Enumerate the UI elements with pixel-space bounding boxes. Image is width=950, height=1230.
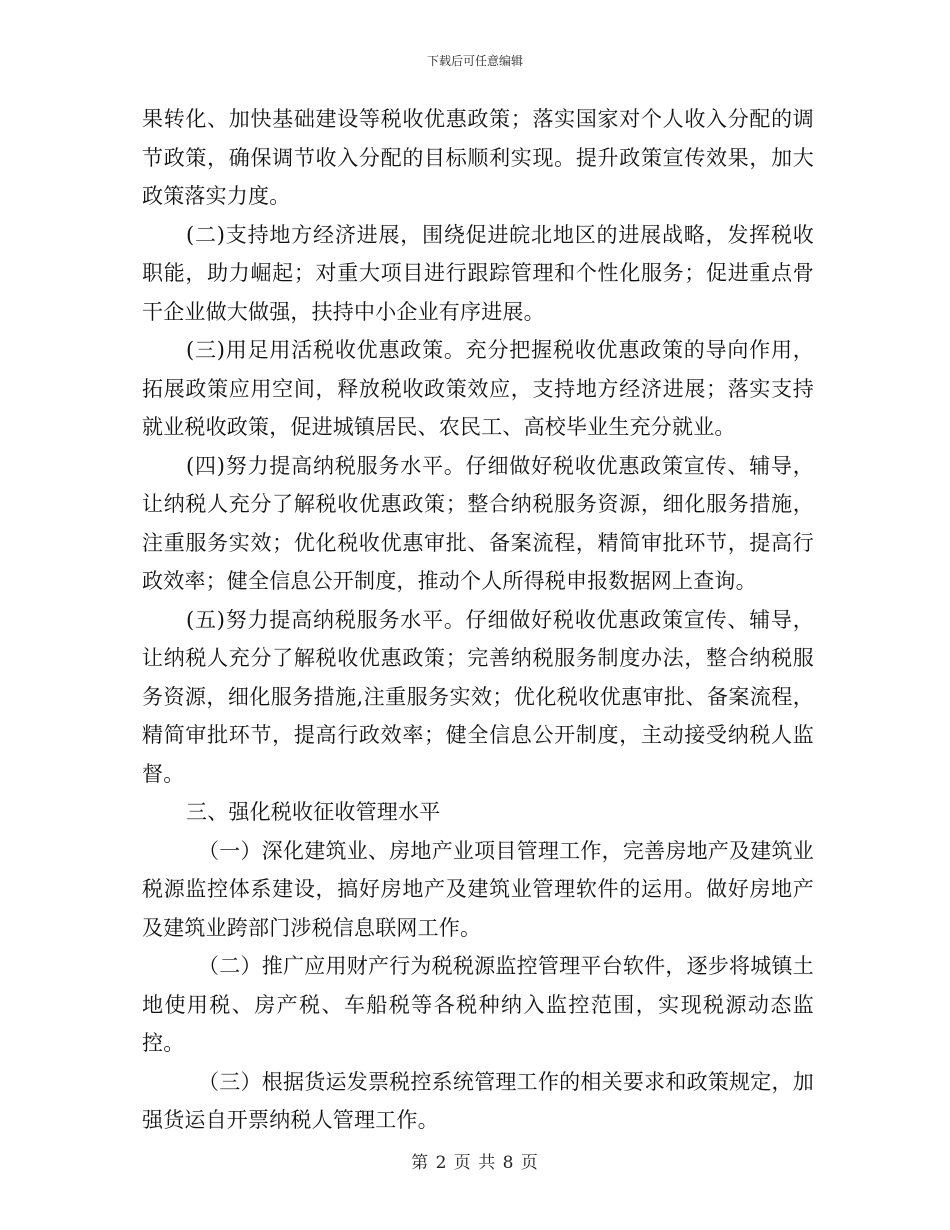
page-header: 下载后可任意编辑 xyxy=(426,54,523,68)
paragraph-subitem-2: （二）推广应用财产行为税税源监控管理平台软件，逐步将城镇土地使用税、房产税、车船税等各税种纳入监控范围，实现税源动态监控。 xyxy=(142,954,814,1055)
paragraph-continuation: 果转化、加快基础建设等税收优惠政策；落实国家对个人收入分配的调节政策，确保调节收入分配的目标顺利实现。提升政策宣传效果，加大政策落实力度。 xyxy=(142,107,814,208)
document-body xyxy=(142,100,814,1140)
paragraph-subitem-3: （三）根据货运发票税控系统管理工作的相关要求和政策规定，加强货运自开票纳税人管理工作。 xyxy=(142,1069,814,1132)
paragraph-item-4: (四)努力提高纳税服务水平。仔细做好税收优惠政策宣传、辅导，让纳税人充分了解税收优惠政策；整合纳税服务资源，细化服务措施，注重服务实效；优化税收优惠审批、备案流程，精简审批环节，提高行政效率；健全信息公开制度，推动个人所得税申报数据网上查询。 xyxy=(142,453,814,593)
page-number: 第 2 页 共 8 页 xyxy=(411,1153,539,1173)
paragraph-item-3: (三)用足用活税收优惠政策。充分把握税收优惠政策的导向作用，拓展政策应用空间，释放税收政策效应，支持地方经济进展；落实支持就业税收政策，促进城镇居民、农民工、高校毕业生充分就业。 xyxy=(142,338,814,439)
paragraph-item-2: (二)支持地方经济进展，围绕促进皖北地区的进展战略，发挥税收职能，助力崛起；对重大项目进行跟踪管理和个性化服务；促进重点骨干企业做大做强，扶持中小企业有序进展。 xyxy=(142,222,814,324)
paragraph-subitem-1: （一）深化建筑业、房地产业项目管理工作，完善房地产及建筑业税源监控体系建设，搞好房地产及建筑业管理软件的运用。做好房地产及建筑业跨部门涉税信息联网工作。 xyxy=(142,838,814,940)
paragraph-item-5: (五)努力提高纳税服务水平。仔细做好税收优惠政策宣传、辅导，让纳税人充分了解税收优惠政策；完善纳税服务制度办法，整合纳税服务资源，细化服务措施,注重服务实效；优化税收优惠审批、备案流程，精简审批环节，提高行政效率；健全信息公开制度，主动接受纳税人监督。 xyxy=(142,607,814,786)
section-heading: 三、强化税收征收管理水平 xyxy=(186,800,441,824)
